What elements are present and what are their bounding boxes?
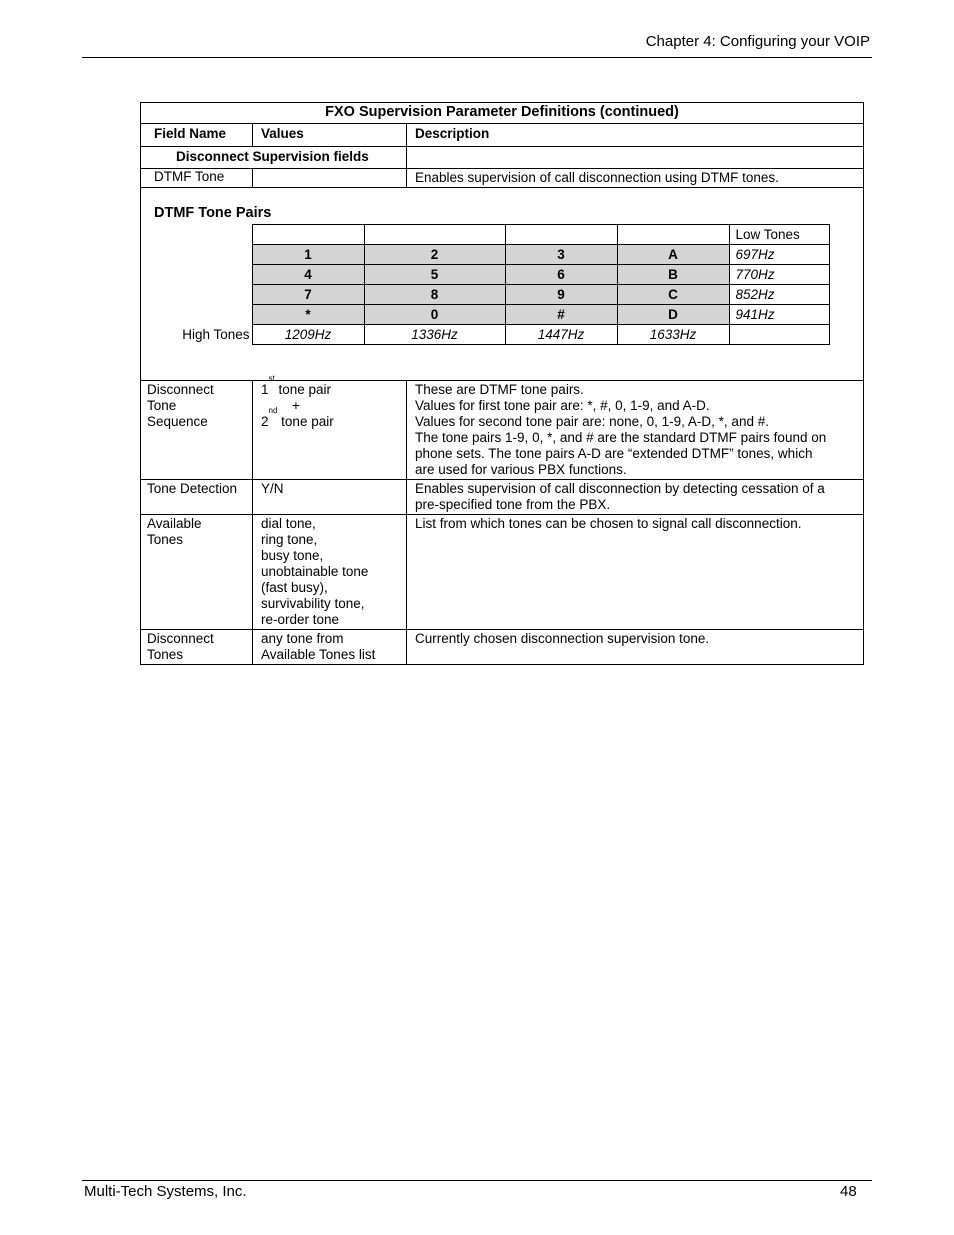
tone-key: A [617, 245, 729, 265]
footer-company: Multi-Tech Systems, Inc. [84, 1183, 247, 1200]
tone-grid-blank [364, 225, 505, 245]
table-row [141, 381, 864, 480]
low-tone-frequency: 941Hz [729, 305, 829, 325]
tone-grid-blank [505, 225, 617, 245]
tone-key: 2 [364, 245, 505, 265]
table-row [141, 515, 864, 630]
high-tone-frequency: 1336Hz [364, 325, 505, 345]
low-tone-frequency: 697Hz [729, 245, 829, 265]
chapter-header: Chapter 4: Configuring your VOIP [645, 33, 870, 50]
description-cell: These are DTMF tone pairs. Values for first tone pair are: *, #, 0, 1-9, and A-D. Values for second tone pair are: none, 0, 1-9, A-D, *, and #. The tone pairs 1-9, 0, *, and # are the standard DTMF pairs found on phone sets. The tone pairs A-D are “extended DTMF” tones, which are used for various PBX functions. [407, 381, 864, 480]
values-cell: any tone from Available Tones list [253, 630, 407, 665]
tone-key: * [252, 305, 364, 325]
section-heading: Disconnect Supervision fields [141, 147, 407, 169]
low-tones-label: Low Tones [729, 225, 829, 245]
tone-row [154, 305, 829, 325]
page-number: 48 [840, 1183, 857, 1200]
field-name-cell: Disconnect Tone Sequence [141, 381, 253, 480]
tone-key: B [617, 265, 729, 285]
values-cell: 1st tone pair + 2nd tone pair [253, 381, 407, 480]
column-header-description: Description [407, 124, 864, 147]
table-row [141, 630, 864, 665]
header-rule [82, 57, 872, 58]
tone-grid-blank [617, 225, 729, 245]
tone-key: 5 [364, 265, 505, 285]
fxo-supervision-table [140, 102, 864, 665]
tone-key: 7 [252, 285, 364, 305]
tone-key: 4 [252, 265, 364, 285]
field-name-cell: Available Tones [141, 515, 253, 630]
tone-key: # [505, 305, 617, 325]
description-cell: List from which tones can be chosen to signal call disconnection. [407, 515, 864, 630]
tone-key: 6 [505, 265, 617, 285]
field-name-cell: Disconnect Tones [141, 630, 253, 665]
tone-pairs-title: DTMF Tone Pairs [154, 205, 272, 221]
description-cell: Currently chosen disconnection supervision tone. [407, 630, 864, 665]
tone-key: 8 [364, 285, 505, 305]
low-tone-frequency: 770Hz [729, 265, 829, 285]
table-row [141, 480, 864, 515]
low-tone-frequency: 852Hz [729, 285, 829, 305]
footer-rule [82, 1180, 872, 1181]
tone-key: C [617, 285, 729, 305]
tone-key: D [617, 305, 729, 325]
values-cell: Y/N [253, 480, 407, 515]
high-tone-frequency: 1209Hz [252, 325, 364, 345]
tone-grid-blank [729, 325, 829, 345]
field-name-cell: DTMF Tone [141, 169, 253, 188]
tone-grid-corner [154, 225, 252, 245]
column-header-field-name: Field Name [141, 124, 253, 147]
tone-grid-blank [252, 225, 364, 245]
high-tones-label: High Tones [182, 327, 250, 342]
column-header-values: Values [253, 124, 407, 147]
description-cell: Enables supervision of call disconnection by detecting cessation of a pre-specified tone from the PBX. [407, 480, 864, 515]
tone-key: 1 [252, 245, 364, 265]
values-cell: dial tone, ring tone, busy tone, unobtainable tone (fast busy), survivability tone, re-order tone [253, 515, 407, 630]
description-cell: Enables supervision of call disconnection using DTMF tones. [407, 169, 864, 188]
section-heading-empty-cell [407, 147, 864, 169]
tone-row [154, 265, 829, 285]
tone-row [154, 285, 829, 305]
tone-key: 9 [505, 285, 617, 305]
tone-key: 3 [505, 245, 617, 265]
high-tone-frequency: 1447Hz [505, 325, 617, 345]
field-name-cell: Tone Detection [141, 480, 253, 515]
tone-row [154, 245, 829, 265]
high-tone-frequency: 1633Hz [617, 325, 729, 345]
dtmf-tone-grid [154, 224, 830, 345]
tone-pairs-cell [141, 188, 864, 381]
values-cell [253, 169, 407, 188]
tone-key: 0 [364, 305, 505, 325]
table-row [141, 169, 864, 188]
table-title: FXO Supervision Parameter Definitions (continued) [141, 103, 864, 124]
